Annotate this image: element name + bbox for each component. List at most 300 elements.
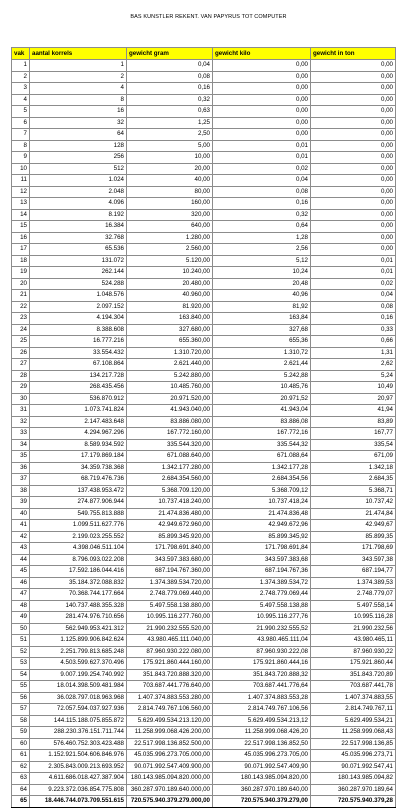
cell-aantal-korrels: 2.147.483.648 [30,416,127,428]
cell-aantal-korrels: 16.384 [30,221,127,233]
cell-vak: 65 [12,796,30,808]
cell-vak: 24 [12,324,30,336]
table-row [12,692,396,704]
cell-gewicht-kilo: 43.980.465.111,04 [213,635,311,647]
cell-gewicht-kilo: 0,00 [213,60,311,72]
cell-aantal-korrels: 68.719.476.736 [30,474,127,486]
cell-gewicht-kilo: 360.287.970.189.640,00 [213,784,311,796]
cell-gewicht-kilo: 10.737.418,24 [213,497,311,509]
cell-gewicht-kilo: 343.597.383,68 [213,554,311,566]
cell-gewicht-kilo: 0,00 [213,71,311,83]
cell-aantal-korrels: 2.048 [30,186,127,198]
cell-gewicht-ton: 703.687.441,78 [311,681,396,693]
header-gewicht-kilo: gewicht kilo [213,48,311,60]
cell-aantal-korrels: 288.230.376.151.711.744 [30,727,127,739]
cell-vak: 53 [12,658,30,670]
cell-gewicht-gram: 20.971.520,00 [127,393,213,405]
cell-gewicht-kilo: 11.258.999.068.426,20 [213,727,311,739]
cell-gewicht-gram: 11.258.999.068.426.200,00 [127,727,213,739]
cell-gewicht-kilo: 335.544,32 [213,439,311,451]
cell-vak: 62 [12,761,30,773]
cell-gewicht-gram: 2.814.749.767.106.560,00 [127,704,213,716]
cell-aantal-korrels: 36.028.797.018.963.968 [30,692,127,704]
cell-gewicht-gram: 167.772.160,00 [127,428,213,440]
cell-gewicht-ton: 0,00 [311,71,396,83]
table-row [12,83,396,95]
cell-gewicht-ton: 22.517.998.136,85 [311,738,396,750]
table-row [12,750,396,762]
cell-aantal-korrels: 4.611.686.018.427.387.904 [30,773,127,785]
cell-aantal-korrels: 281.474.976.710.656 [30,612,127,624]
table-row [12,646,396,658]
cell-gewicht-kilo: 5.242,88 [213,370,311,382]
cell-gewicht-ton: 0,04 [311,290,396,302]
table-row [12,152,396,164]
cell-aantal-korrels: 4.503.599.627.370.496 [30,658,127,670]
table-row [12,796,396,808]
cell-gewicht-kilo: 0,02 [213,163,311,175]
table-row [12,658,396,670]
cell-aantal-korrels: 33.554.432 [30,347,127,359]
cell-gewicht-ton: 0,01 [311,267,396,279]
cell-gewicht-kilo: 40,96 [213,290,311,302]
cell-gewicht-kilo: 0,08 [213,186,311,198]
cell-vak: 40 [12,508,30,520]
cell-vak: 45 [12,566,30,578]
cell-aantal-korrels: 144.115.188.075.855.872 [30,715,127,727]
table-row [12,577,396,589]
table-row [12,140,396,152]
table-row [12,600,396,612]
cell-gewicht-gram: 2.560,00 [127,244,213,256]
cell-vak: 19 [12,267,30,279]
cell-aantal-korrels: 512 [30,163,127,175]
cell-vak: 35 [12,451,30,463]
table-row [12,71,396,83]
cell-vak: 1 [12,60,30,72]
cell-gewicht-ton: 720.575.940.379,28 [311,796,396,808]
cell-gewicht-gram: 1.407.374.883.553.280,00 [127,692,213,704]
cell-aantal-korrels: 4.294.967.296 [30,428,127,440]
table-row [12,94,396,106]
cell-aantal-korrels: 1 [30,60,127,72]
cell-gewicht-gram: 640,00 [127,221,213,233]
cell-gewicht-gram: 163.840,00 [127,313,213,325]
cell-vak: 22 [12,301,30,313]
header-row [12,48,396,60]
cell-gewicht-kilo: 0,32 [213,209,311,221]
cell-gewicht-kilo: 180.143.985.094.820,00 [213,773,311,785]
cell-aantal-korrels: 34.359.738.368 [30,462,127,474]
cell-gewicht-gram: 10,00 [127,152,213,164]
cell-gewicht-ton: 335,54 [311,439,396,451]
cell-gewicht-kilo: 5.629.499.534.213,12 [213,715,311,727]
cell-gewicht-ton: 0,00 [311,129,396,141]
cell-gewicht-ton: 351.843.720,89 [311,669,396,681]
table-row [12,669,396,681]
table-row [12,554,396,566]
cell-gewicht-gram: 5.629.499.534.213.120,00 [127,715,213,727]
cell-gewicht-kilo: 21.474.836,48 [213,508,311,520]
cell-vak: 63 [12,773,30,785]
cell-vak: 39 [12,497,30,509]
cell-aantal-korrels: 8.589.934.592 [30,439,127,451]
cell-gewicht-gram: 5.242.880,00 [127,370,213,382]
cell-gewicht-kilo: 351.843.720.888,32 [213,669,311,681]
table-row [12,681,396,693]
table-row [12,416,396,428]
cell-gewicht-ton: 10.737,42 [311,497,396,509]
grain-weight-table [11,47,396,808]
cell-vak: 27 [12,359,30,371]
cell-vak: 18 [12,255,30,267]
cell-gewicht-kilo: 83.886,08 [213,416,311,428]
cell-gewicht-ton: 83,89 [311,416,396,428]
cell-gewicht-ton: 5.368,71 [311,485,396,497]
cell-gewicht-ton: 0,01 [311,255,396,267]
cell-aantal-korrels: 65.536 [30,244,127,256]
cell-vak: 44 [12,554,30,566]
cell-gewicht-ton: 0,00 [311,163,396,175]
cell-gewicht-ton: 10,49 [311,382,396,394]
table-row [12,382,396,394]
table-row [12,428,396,440]
cell-gewicht-gram: 1.374.389.534.720,00 [127,577,213,589]
cell-gewicht-gram: 1,25 [127,117,213,129]
cell-vak: 16 [12,232,30,244]
cell-gewicht-gram: 40,00 [127,175,213,187]
table-row [12,267,396,279]
table-row [12,474,396,486]
cell-gewicht-gram: 2.684.354.560,00 [127,474,213,486]
cell-gewicht-kilo: 2.684.354,56 [213,474,311,486]
cell-gewicht-kilo: 2.748.779.069,44 [213,589,311,601]
cell-gewicht-ton: 1.342,18 [311,462,396,474]
cell-gewicht-ton: 2.814.749.767,11 [311,704,396,716]
cell-vak: 55 [12,681,30,693]
cell-gewicht-kilo: 1.374.389.534,72 [213,577,311,589]
cell-vak: 17 [12,244,30,256]
table-row [12,451,396,463]
cell-gewicht-kilo: 41.943,04 [213,405,311,417]
cell-gewicht-ton: 171.798,69 [311,543,396,555]
cell-vak: 64 [12,784,30,796]
table-row [12,462,396,474]
cell-gewicht-ton: 671,09 [311,451,396,463]
cell-gewicht-ton: 0,00 [311,198,396,210]
cell-gewicht-ton: 175.921.860,44 [311,658,396,670]
cell-gewicht-kilo: 720.575.940.379.279,00 [213,796,311,808]
cell-vak: 59 [12,727,30,739]
cell-vak: 46 [12,577,30,589]
table-row [12,313,396,325]
cell-aantal-korrels: 18.446.744.073.709.551.615 [30,796,127,808]
cell-gewicht-gram: 655.360,00 [127,336,213,348]
cell-gewicht-gram: 160,00 [127,198,213,210]
cell-gewicht-ton: 0,08 [311,301,396,313]
cell-gewicht-ton: 360.287.970.189,64 [311,784,396,796]
cell-vak: 11 [12,175,30,187]
cell-vak: 3 [12,83,30,95]
table-row [12,405,396,417]
table-row [12,635,396,647]
cell-gewicht-gram: 41.943.040,00 [127,405,213,417]
table-row [12,773,396,785]
cell-vak: 15 [12,221,30,233]
cell-gewicht-gram: 0,32 [127,94,213,106]
cell-aantal-korrels: 576.460.752.303.423.488 [30,738,127,750]
cell-aantal-korrels: 67.108.864 [30,359,127,371]
cell-gewicht-kilo: 1.310,72 [213,347,311,359]
cell-gewicht-kilo: 0,00 [213,94,311,106]
table-row [12,370,396,382]
cell-gewicht-gram: 0,08 [127,71,213,83]
cell-gewicht-gram: 45.035.996.273.705.000,00 [127,750,213,762]
cell-gewicht-gram: 5.497.558.138.880,00 [127,600,213,612]
cell-gewicht-ton: 0,00 [311,232,396,244]
cell-vak: 20 [12,278,30,290]
cell-gewicht-ton: 0,00 [311,117,396,129]
cell-gewicht-ton: 0,00 [311,244,396,256]
cell-gewicht-kilo: 163,84 [213,313,311,325]
cell-vak: 31 [12,405,30,417]
cell-aantal-korrels: 17.179.869.184 [30,451,127,463]
cell-gewicht-gram: 5.120,00 [127,255,213,267]
table-row [12,324,396,336]
cell-gewicht-gram: 175.921.860.444.160,00 [127,658,213,670]
cell-vak: 51 [12,635,30,647]
table-row [12,198,396,210]
cell-gewicht-kilo: 1.407.374.883.553,28 [213,692,311,704]
cell-gewicht-ton: 180.143.985.094,82 [311,773,396,785]
table-row [12,531,396,543]
table-row [12,359,396,371]
cell-gewicht-kilo: 2.814.749.767.106,56 [213,704,311,716]
cell-vak: 49 [12,612,30,624]
cell-aantal-korrels: 2 [30,71,127,83]
cell-aantal-korrels: 18.014.398.509.481.984 [30,681,127,693]
cell-gewicht-ton: 0,00 [311,186,396,198]
cell-aantal-korrels: 2.097.152 [30,301,127,313]
cell-gewicht-kilo: 0,00 [213,129,311,141]
cell-gewicht-kilo: 655,36 [213,336,311,348]
table-row [12,738,396,750]
cell-vak: 10 [12,163,30,175]
cell-aantal-korrels: 4.096 [30,198,127,210]
cell-gewicht-kilo: 0,00 [213,83,311,95]
cell-gewicht-kilo: 22.517.998.136.852,50 [213,738,311,750]
cell-vak: 56 [12,692,30,704]
cell-vak: 36 [12,462,30,474]
cell-aantal-korrels: 131.072 [30,255,127,267]
cell-gewicht-kilo: 687.194.767,36 [213,566,311,578]
cell-gewicht-kilo: 20.971,52 [213,393,311,405]
cell-gewicht-gram: 0,63 [127,106,213,118]
cell-aantal-korrels: 72.057.594.037.927.936 [30,704,127,716]
cell-gewicht-kilo: 90.071.992.547.409,90 [213,761,311,773]
page-title: BAS KUNSTLER REKENT. VAN PAPYRUS TOT COMPUTER [130,14,287,20]
cell-gewicht-gram: 1.280,00 [127,232,213,244]
cell-gewicht-kilo: 0,00 [213,117,311,129]
cell-gewicht-gram: 320,00 [127,209,213,221]
cell-aantal-korrels: 8 [30,94,127,106]
cell-gewicht-kilo: 5.368.709,12 [213,485,311,497]
table-row [12,129,396,141]
cell-gewicht-ton: 0,33 [311,324,396,336]
header-gewicht-ton: gewicht in ton [311,48,396,60]
cell-aantal-korrels: 9.007.199.254.740.992 [30,669,127,681]
cell-gewicht-gram: 0,04 [127,60,213,72]
cell-gewicht-gram: 703.687.441.776.640,00 [127,681,213,693]
cell-gewicht-gram: 720.575.940.379.279.000,00 [127,796,213,808]
table-row [12,623,396,635]
table-row [12,221,396,233]
cell-aantal-korrels: 64 [30,129,127,141]
table-row [12,393,396,405]
cell-gewicht-ton: 0,00 [311,209,396,221]
cell-gewicht-kilo: 20,48 [213,278,311,290]
header-gewicht-gram: gewicht gram [127,48,213,60]
cell-gewicht-kilo: 0,01 [213,152,311,164]
table-row [12,106,396,118]
cell-gewicht-ton: 43.980.465,11 [311,635,396,647]
table-row [12,727,396,739]
cell-vak: 12 [12,186,30,198]
cell-gewicht-gram: 10.737.418.240,00 [127,497,213,509]
cell-aantal-korrels: 128 [30,140,127,152]
cell-gewicht-kilo: 5.497.558.138,88 [213,600,311,612]
table-row [12,186,396,198]
cell-gewicht-ton: 0,66 [311,336,396,348]
cell-aantal-korrels: 35.184.372.088.832 [30,577,127,589]
cell-gewicht-ton: 0,00 [311,152,396,164]
cell-gewicht-gram: 327.680,00 [127,324,213,336]
cell-gewicht-kilo: 0,01 [213,140,311,152]
table-row [12,209,396,221]
cell-vak: 7 [12,129,30,141]
cell-gewicht-kilo: 327,68 [213,324,311,336]
cell-vak: 48 [12,600,30,612]
cell-gewicht-gram: 171.798.691.840,00 [127,543,213,555]
cell-gewicht-gram: 180.143.985.094.820.000,00 [127,773,213,785]
table-row [12,715,396,727]
cell-gewicht-ton: 2,62 [311,359,396,371]
cell-gewicht-gram: 10.485.760,00 [127,382,213,394]
table-row [12,301,396,313]
cell-gewicht-kilo: 87.960.930.222,08 [213,646,311,658]
cell-aantal-korrels: 1.099.511.627.776 [30,520,127,532]
cell-aantal-korrels: 1.073.741.824 [30,405,127,417]
cell-vak: 42 [12,531,30,543]
cell-aantal-korrels: 32 [30,117,127,129]
cell-aantal-korrels: 562.949.953.421.312 [30,623,127,635]
cell-vak: 33 [12,428,30,440]
cell-gewicht-gram: 21.474.836.480,00 [127,508,213,520]
cell-vak: 60 [12,738,30,750]
cell-gewicht-ton: 0,00 [311,83,396,95]
cell-vak: 30 [12,393,30,405]
cell-gewicht-gram: 10.995.116.277.760,00 [127,612,213,624]
cell-gewicht-gram: 1.342.177.280,00 [127,462,213,474]
cell-gewicht-gram: 10.240,00 [127,267,213,279]
cell-gewicht-ton: 5,24 [311,370,396,382]
cell-gewicht-ton: 2.684,35 [311,474,396,486]
header-vak: vak [12,48,30,60]
cell-gewicht-kilo: 671.088,64 [213,451,311,463]
table-row [12,612,396,624]
cell-aantal-korrels: 536.870.912 [30,393,127,405]
cell-gewicht-kilo: 5,12 [213,255,311,267]
table-row [12,255,396,267]
cell-gewicht-ton: 85.899,35 [311,531,396,543]
cell-gewicht-kilo: 0,64 [213,221,311,233]
cell-aantal-korrels: 1.024 [30,175,127,187]
table-row [12,244,396,256]
cell-aantal-korrels: 9.223.372.036.854.775.808 [30,784,127,796]
cell-vak: 28 [12,370,30,382]
cell-aantal-korrels: 1.048.576 [30,290,127,302]
cell-vak: 29 [12,382,30,394]
table-row [12,497,396,509]
cell-gewicht-ton: 1,31 [311,347,396,359]
table-row [12,508,396,520]
cell-gewicht-ton: 0,00 [311,140,396,152]
cell-aantal-korrels: 8.796.093.022.208 [30,554,127,566]
table-row [12,290,396,302]
header-aantal-korrels: aantal korrels [30,48,127,60]
cell-aantal-korrels: 137.438.953.472 [30,485,127,497]
cell-aantal-korrels: 8.388.608 [30,324,127,336]
cell-gewicht-ton: 2.748.779,07 [311,589,396,601]
cell-gewicht-gram: 21.990.232.555.520,00 [127,623,213,635]
cell-gewicht-ton: 0,00 [311,106,396,118]
cell-vak: 4 [12,94,30,106]
table-row [12,60,396,72]
cell-gewicht-gram: 671.088.640,00 [127,451,213,463]
cell-aantal-korrels: 140.737.488.355.328 [30,600,127,612]
cell-aantal-korrels: 70.368.744.177.664 [30,589,127,601]
cell-gewicht-gram: 83.886.080,00 [127,416,213,428]
cell-aantal-korrels: 549.755.813.888 [30,508,127,520]
table-row [12,704,396,716]
cell-vak: 43 [12,543,30,555]
cell-aantal-korrels: 4 [30,83,127,95]
cell-aantal-korrels: 262.144 [30,267,127,279]
cell-gewicht-kilo: 10.485,76 [213,382,311,394]
table-row [12,117,396,129]
cell-gewicht-ton: 0,00 [311,221,396,233]
cell-gewicht-gram: 1.310.720,00 [127,347,213,359]
cell-gewicht-gram: 5,00 [127,140,213,152]
cell-gewicht-ton: 20,97 [311,393,396,405]
cell-gewicht-gram: 687.194.767.360,00 [127,566,213,578]
table-row [12,175,396,187]
cell-aantal-korrels: 2.251.799.813.685.248 [30,646,127,658]
cell-gewicht-kilo: 45.035.996.273.705,00 [213,750,311,762]
cell-vak: 47 [12,589,30,601]
cell-vak: 13 [12,198,30,210]
cell-vak: 52 [12,646,30,658]
cell-aantal-korrels: 2.305.843.009.213.693.952 [30,761,127,773]
cell-gewicht-ton: 5.629.499.534,21 [311,715,396,727]
cell-gewicht-ton: 0,00 [311,175,396,187]
cell-gewicht-kilo: 0,04 [213,175,311,187]
cell-vak: 5 [12,106,30,118]
cell-gewicht-kilo: 85.899.345,92 [213,531,311,543]
cell-aantal-korrels: 274.877.906.944 [30,497,127,509]
cell-vak: 58 [12,715,30,727]
cell-gewicht-gram: 2.748.779.069.440,00 [127,589,213,601]
